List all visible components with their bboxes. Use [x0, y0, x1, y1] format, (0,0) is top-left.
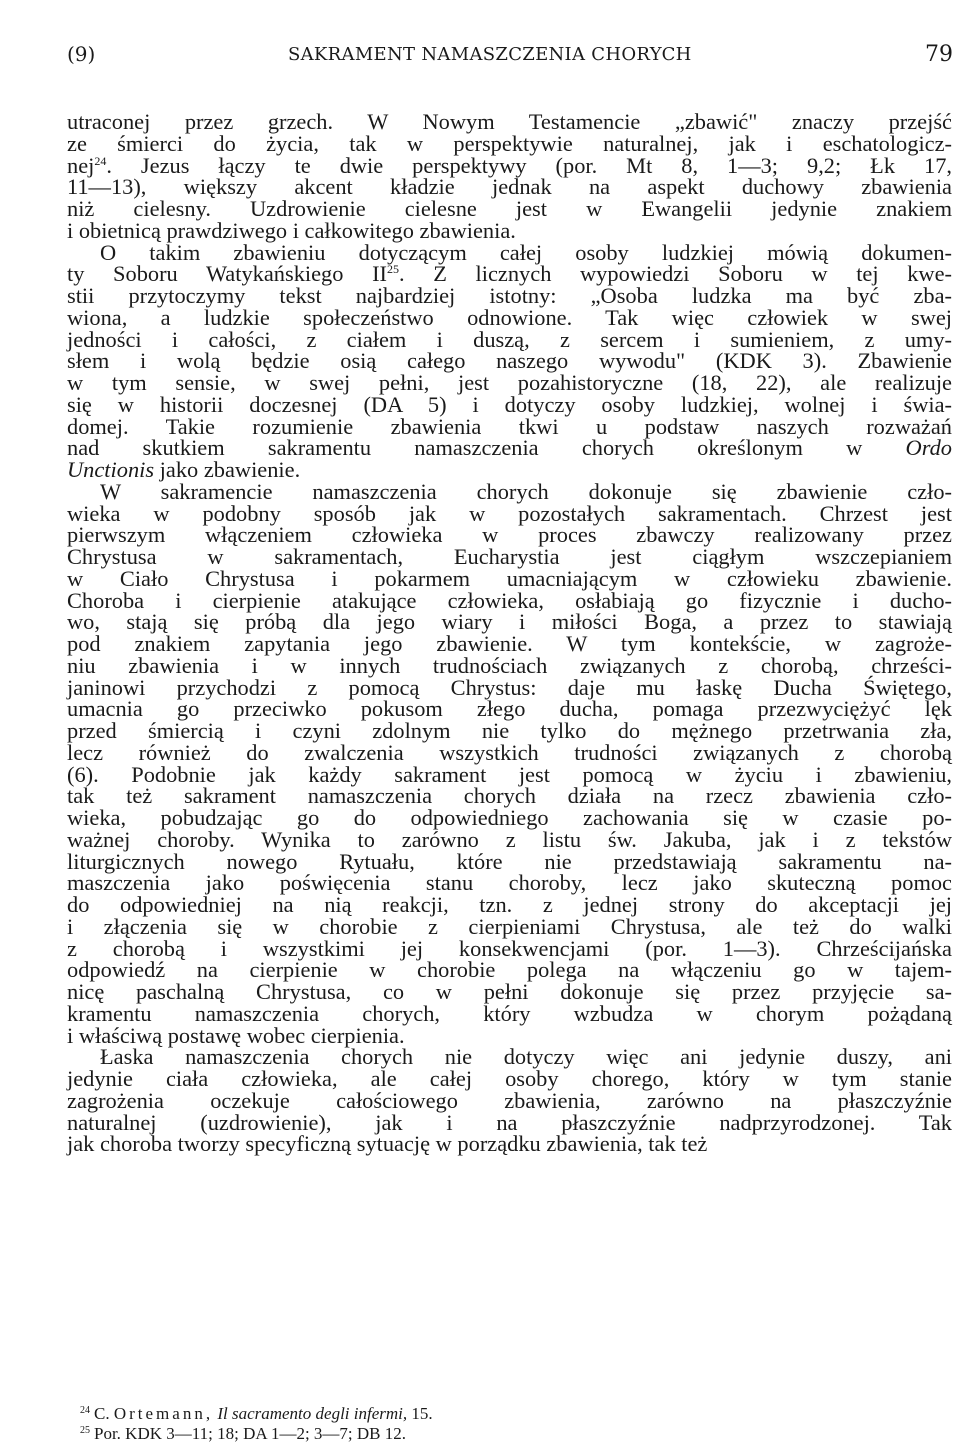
line-text: kramentu namaszczenia chorych, który wzbudza w chorym pożądaną [67, 1000, 952, 1026]
text-line [67, 1109, 952, 1135]
line-text: jak choroba tworzy specyficzną sytuację w porządku zbawienia, tak też [67, 1131, 708, 1157]
text-line [67, 1068, 952, 1090]
line-text: Chrystusa w sakramentach, Eucharystia jest ciągłym wszczepianiem [67, 544, 952, 569]
text-line [67, 478, 952, 504]
line-text: pod znakiem zapytania jego zbawienie. W tym kontekście, w zagroże- [67, 631, 952, 656]
text-line [67, 239, 952, 265]
text-line [67, 981, 952, 1003]
line-text: wieka, pobudzając go do odpowiedniego zachowania się w czasie po- [67, 805, 952, 830]
text-line [67, 739, 952, 765]
text-line [67, 285, 952, 307]
text-line [67, 350, 952, 372]
line-text: ze śmierci do życia, tak w perspektywie naturalnej, jak i eschatologicz- [67, 130, 952, 156]
text-line [67, 807, 952, 829]
text-line [67, 1000, 952, 1026]
line-text: 11—13), większy akcent kładzie jednak na aspekt duchowy zbawienia [67, 174, 952, 200]
line-text: przed śmiercią i czyni zdolnym nie tylko do mężnego przetrwania zła, [67, 718, 952, 743]
text-line [67, 1087, 952, 1113]
text-line [67, 698, 952, 720]
footnote-prefix: C. [94, 1404, 114, 1423]
text-line [67, 785, 952, 807]
footnote-page: 15. [407, 1404, 433, 1423]
line-text: Łaska namaszczenia chorych nie dotyczy więc ani jedynie duszy, ani [100, 1044, 952, 1070]
line-text-cont: . Z licznych wypowiedzi Soboru w tej kwe- [399, 261, 952, 287]
line-text: domej. Takie rozumienie zbawienia tkwi u podstaw naszych rozważań [67, 413, 952, 439]
text-line [67, 848, 952, 874]
line-text: umacnia go przeciwko pokusom złego ducha, pomaga przezwyciężyć lęk [67, 696, 952, 722]
text-line [67, 524, 952, 546]
footnote-25 [80, 1424, 880, 1444]
line-text: niu zbawienia i w innych trudnościach związanych z chorobą, chrześci- [67, 652, 952, 678]
page-number: 79 [925, 42, 953, 67]
line-text: jedynie ciała człowieka, ale całej osoby chorego, który w tym stanie [67, 1066, 952, 1091]
text-line [67, 413, 952, 439]
footnote-ref: 25 [387, 262, 399, 277]
line-text: naturalnej (uzdrowienie), jak i na płaszczyźnie nadprzyrodzonej. Tak [67, 1109, 952, 1135]
text-line [67, 500, 952, 526]
footnote-number: 24 [80, 1405, 90, 1416]
text-line [67, 217, 952, 243]
line-text: i obietnicą prawdziwego i całkowitego zbawienia. [67, 217, 516, 243]
line-text: nad skutkiem sakramentu namaszczenia chorych określonym w [67, 435, 863, 461]
text-line [67, 674, 952, 700]
line-text: stii przytoczymy tekst najbardziej istotny: „Osoba ludzka ma być zba- [67, 283, 952, 308]
line-text: i złączenia się w chorobie z cierpieniami Chrystusa, ale też do walki [67, 913, 952, 939]
line-text: maszczenia jako poświęcenia stanu choroby, lecz jako skuteczną pomoc [67, 870, 952, 896]
text-line [67, 1022, 952, 1048]
line-text: wo, stają się próbą dla jego wiary i miłości Boga, a przez to stawiają [67, 609, 952, 635]
text-line [67, 1046, 952, 1068]
line-text: nicę paschalną Chrystusa, co w pełni dokonuje się przez przyjęcie sa- [67, 979, 952, 1004]
paragraph [67, 239, 952, 482]
line-text: W sakramencie namaszczenia chorych dokonuje się zbawienie czło- [100, 478, 952, 504]
line-text: janinowi przychodzi z pomocą Chrystus: daje mu łaskę Ducha Świętego, [67, 674, 952, 700]
line-text: i właściwą postawę wobec cierpienia. [67, 1022, 405, 1048]
footnote-ref: 24 [94, 153, 107, 168]
line-text: do odpowiedniej na nią reakcji, tzn. z jednej strony do akceptacji jej [67, 892, 952, 917]
line-text: słem i wolą będzie osią całego naszego wywodu" (KDK 3). Zbawienie [67, 348, 952, 374]
line-text: w tym sensie, w swej pełni, jest pozahistoryczne (18, 22), ale realizuje [67, 370, 952, 395]
text-line [67, 761, 952, 787]
line-text: Choroba i cierpienie atakujące człowieka, osłabiają go fizycznie i ducho- [67, 587, 952, 613]
line-text: w Ciało Chrystusa i pokarmem umacniającym w człowieku zbawienie. [67, 565, 952, 591]
line-text: liturgicznych nowego Rytuału, które nie przedstawiają sakramentu na- [67, 848, 952, 874]
line-text: tak też sakrament namaszczenia chorych działa na rzecz zbawienia czło- [67, 783, 952, 809]
text-line [67, 826, 952, 852]
running-header [67, 42, 957, 82]
text-line [67, 935, 952, 961]
footnote-author: Ortemann, [113, 1404, 214, 1423]
text-line [67, 720, 952, 742]
text-line [67, 459, 952, 481]
line-text: zagrożenia oczekuje całościowego zbawienia, zarówno na płaszczyźnie [67, 1087, 952, 1113]
line-text: wieka w podobny sposób jak w pozostałych sakramentach. Chrzest jest [67, 500, 952, 526]
line-text: utraconej przez grzech. W Nowym Testamencie „zbawić" znaczy przejść [67, 109, 952, 134]
italic-text: Ordo [905, 435, 952, 461]
line-text: (6). Podobnie jak każdy sakrament jest pomocą w życiu i zbawieniu, [67, 761, 952, 787]
line-text: pierwszym włączeniem człowieka w proces zbawczy realizowany przez [67, 522, 952, 548]
paragraph [67, 478, 952, 1048]
italic-text: Unctionis [67, 457, 155, 482]
text-line [67, 176, 952, 198]
text-line [67, 130, 952, 156]
line-text: z chorobą i wszystkimi jej konsekwencjami (por. 1—3). Chrześcijańska [67, 935, 952, 961]
text-line [67, 959, 952, 981]
footnote-text: Por. KDK 3—11; 18; DA 1—2; 3—7; DB 12. [94, 1423, 407, 1443]
footnote-book-title: Il sacramento degli infermi, [213, 1404, 408, 1423]
text-line [67, 152, 952, 178]
text-line [67, 304, 952, 330]
line-text: nej [67, 152, 95, 178]
line-text-cont: jako zbawienie. [154, 457, 301, 482]
line-text: się w historii doczesnej (DA 5) i dotyczy osoby ludzkiej, wolnej i świa- [67, 391, 952, 417]
line-text: odpowiedź na cierpienie w chorobie polega na włączeniu go w tajem- [67, 957, 952, 983]
text-line [67, 587, 952, 613]
line-text: lecz również do zwalczenia wszystkich trudności związanych z chorobą [67, 739, 952, 765]
text-line [67, 198, 952, 220]
text-line [67, 437, 952, 459]
text-line [67, 546, 952, 568]
text-line [67, 872, 952, 894]
text-line [67, 111, 952, 133]
footnote-number: 25 [80, 1424, 90, 1436]
line-text: O takim zbawieniu dotyczącym całej osoby ludzkiej mówią dokumen- [100, 239, 952, 265]
body-text [67, 111, 952, 1155]
running-title: SAKRAMENT NAMASZCZENIA CHORYCH [288, 44, 692, 65]
text-line [67, 391, 952, 417]
text-line [67, 1133, 952, 1155]
text-line [67, 611, 952, 633]
paragraph [67, 111, 952, 242]
page-marker: (9) [67, 42, 96, 66]
text-line [67, 633, 952, 655]
text-line [67, 372, 952, 394]
line-text-cont: . Jezus łączy te dwie perspektywy (por. Mt 8, 1—3; 9,2; Łk 17, [106, 152, 952, 178]
footnotes [80, 1404, 880, 1443]
text-line [67, 565, 952, 591]
line-text: wiona, a ludzkie społeczeństwo odnowione. Tak więc człowiek w swej [67, 304, 952, 330]
line-text: ważnej choroby. Wynika to zarówno z listu św. Jakuba, jak i z tekstów [67, 826, 952, 852]
text-line [67, 263, 952, 285]
text-line [67, 894, 952, 916]
line-text: ty Soboru Watykańskiego II [67, 261, 387, 287]
text-line [67, 326, 952, 352]
paragraph [67, 1046, 952, 1155]
text-line [67, 652, 952, 678]
footnote-24 [80, 1404, 880, 1424]
text-line [67, 913, 952, 939]
line-text: niż cielesny. Uzdrowienie cielesne jest w Ewangelii jedynie znakiem [67, 196, 952, 221]
line-text: jedności i całości, z ciałem i duszą, z sercem i sumieniem, z umy- [67, 326, 952, 352]
